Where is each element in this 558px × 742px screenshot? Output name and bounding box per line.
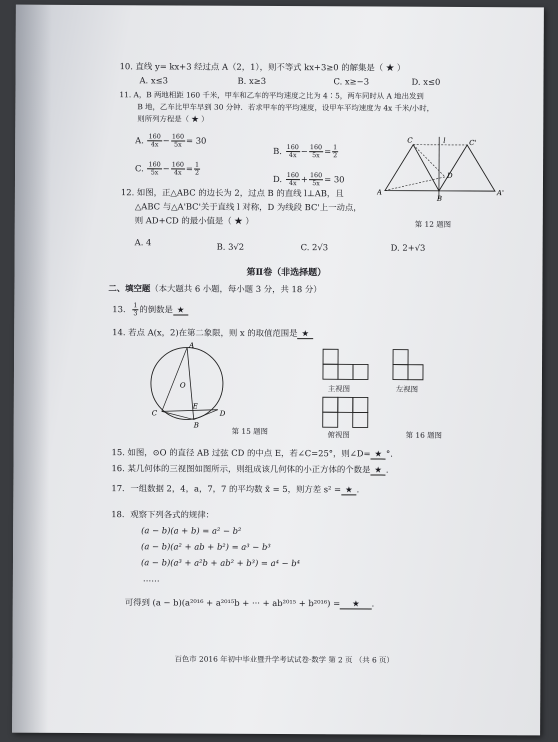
q16: 16. 某几何体的三视图如图所示，则组成该几何体的小正方体的个数是 ★ ．	[111, 463, 395, 475]
q11-option-b: B. $\frac{160}{4x}$ − $\frac{160}{5x}$ = $\frac{1}{2}$	[273, 143, 338, 160]
fig12-label-a: A	[376, 188, 383, 197]
fig15-label-b: B	[193, 421, 199, 430]
q11-line-2: B 地，乙车比甲车早到 30 分钟．若求甲车的平均速度，设甲车平均速度为 4x 千米/小时，	[137, 102, 435, 113]
q12-option-a: A. 4	[134, 237, 152, 248]
fig12-label-d: D	[446, 171, 453, 180]
q18-ellipsis: ……	[142, 573, 160, 584]
q16-left-view	[392, 349, 428, 381]
q15: 15. 如图，⊙O 的直径 AB 过弦 CD 的中点 E，若∠C=25°，则∠D= ★ °．	[111, 447, 399, 459]
q16-left-label: 左视图	[395, 384, 419, 394]
q10-stem: 10. 直线 y= kx+3 经过点 A（2，1），则不等式 kx+3≥0 的解集是（ ★ ）	[119, 61, 406, 73]
q18-result: 可得到 (a − b)(a²⁰¹⁶ + a²⁰¹⁵b + ··· + ab²⁰¹⁵ + b²⁰¹⁶) = ★ ．	[124, 597, 381, 609]
q11-line-3: 则所列方程是（ ★ ）	[137, 114, 209, 124]
fig15-label-e: E	[192, 402, 198, 411]
q10-option-b: B. x≥3	[237, 75, 267, 86]
fig15-label-o: O	[179, 381, 186, 390]
fig15-label-a: A	[189, 341, 195, 350]
q12-line-3: 则 AD+CD 的最小值是（ ★ ）	[134, 215, 254, 226]
q14: 14. 若点 A(x，2)在第二象限，则 x 的取值范围是 ★	[112, 327, 313, 339]
fill-in-header: 二、填空题（本大题共 6 小题，每小题 3 分，共 18 分）	[108, 283, 322, 295]
q11-line-1: 11. A，B 两地相距 160 千米，甲车和乙车的平均速度之比为 4∶5，两车同时从 A 地出发到	[119, 90, 424, 101]
q16-figure-caption: 第 16 题图	[405, 430, 442, 440]
q10-option-c: C. x≥−3	[333, 76, 370, 87]
fig12-label-c: C	[407, 136, 413, 145]
page-footer: 百色市 2016 年初中毕业暨升学考试试卷·数学 第 2 页 （共 6 页）	[174, 654, 394, 665]
fig12-label-l: l	[443, 136, 446, 145]
q18-eq-3: (a − b)(a³ + a²b + ab² + b³) = a⁴ − b⁴	[140, 557, 301, 569]
q16-front-label: 主视图	[327, 384, 351, 394]
q18-eq-1: (a − b)(a + b) = a² − b²	[141, 525, 242, 536]
q10-option-d: D. x≤0	[411, 76, 441, 87]
q11-option-c: C. $\frac{160}{5x}$ − $\frac{160}{4x}$ = $\frac{1}{2}$	[135, 160, 200, 177]
page-shadow	[12, 5, 52, 733]
q12-option-d: D. 2+√3	[390, 242, 426, 253]
fig12-label-a2: A'	[496, 189, 504, 198]
q12-line-2: △ABC 与△A'BC'关于直线 l 对称，D 为线段 BC'上一动点，	[134, 201, 362, 213]
q16-top-view	[322, 396, 372, 428]
q17: 17．一组数据 2，4，a，7，7 的平均数 x̄ = 5，则方差 s² = ★ ．	[111, 483, 366, 495]
q12-figure-caption: 第 12 题图	[414, 219, 452, 229]
q11-option-a: A. $\frac{160}{4x}$ − $\frac{160}{5x}$ = 30	[135, 132, 207, 149]
fig12-label-c2: C'	[469, 138, 477, 148]
exam-page	[12, 5, 544, 736]
fig12-label-b: B	[436, 194, 443, 203]
q16-top-label: 俯视图	[327, 430, 350, 440]
q15-figure-caption: 第 15 题图	[231, 426, 268, 436]
fig15-label-d: D	[219, 409, 226, 418]
q15-figure	[144, 339, 230, 429]
fig15-label-c: C	[151, 409, 158, 418]
q10-option-a: A. x≤3	[139, 75, 168, 86]
section-ii-title: 第Ⅱ卷（非选择题）	[246, 267, 327, 279]
q12-line-1: 12. 如图，正△ABC 的边长为 2，过点 B 的直线 l⊥AB，且	[120, 187, 344, 199]
q13: 13． $\frac{1}{3}$ 的倒数是 ★	[112, 299, 188, 319]
q12-option-b: B. 3√2	[216, 241, 245, 252]
q12-figure	[377, 133, 507, 204]
q18-title: 18．观察下列各式的规律：	[111, 509, 215, 520]
q16-front-view	[322, 348, 372, 380]
q12-option-c: C. 2√3	[300, 242, 329, 253]
q18-eq-2: (a − b)(a² + ab + b²) = a³ − b³	[141, 541, 271, 552]
q11-option-d: D. $\frac{160}{4x}$ + $\frac{160}{5x}$ = 30	[272, 171, 345, 188]
